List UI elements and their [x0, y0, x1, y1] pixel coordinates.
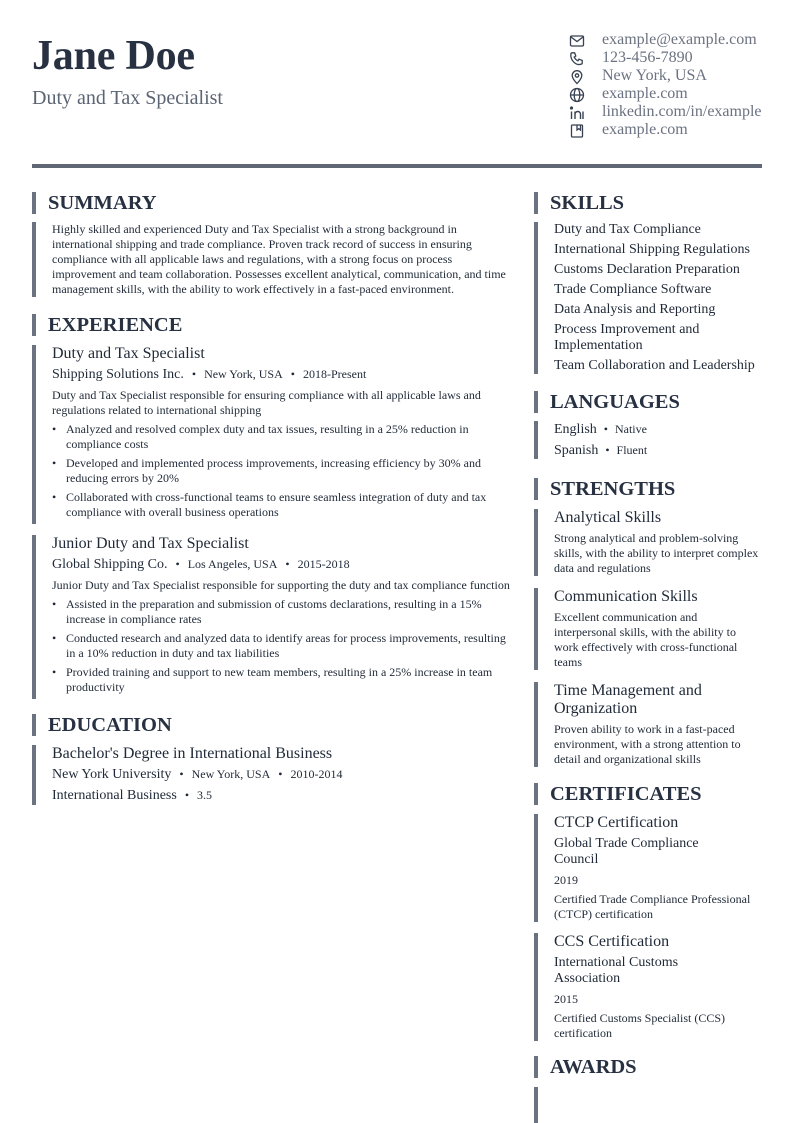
contact-portfolio[interactable] — [569, 121, 794, 139]
job-company: Global Shipping Co. — [52, 557, 168, 572]
summary-block — [32, 222, 516, 297]
list-item: • Provided training and support to new team members, resulting in a 25% increase in team productivity — [52, 665, 516, 695]
language-level: Native — [614, 422, 647, 436]
strength-item — [534, 509, 764, 576]
awards-heading: AWARDS — [534, 1056, 637, 1078]
education-school: New York University — [52, 767, 172, 782]
certificate-title: CTCP Certification — [554, 814, 679, 831]
list-item: • Conducted research and analyzed data to identify areas for process improvements, resulting in a 10% reduction in duty and tax liabilities — [52, 631, 516, 661]
contact-phone[interactable] — [569, 49, 794, 67]
list-item: • Developed and implemented process improvements, increasing efficiency by 30% and reducing errors by 20% — [52, 456, 516, 486]
contact-location — [569, 67, 794, 85]
contact-email[interactable] — [569, 31, 794, 49]
certificate-org: International Customs Association — [554, 955, 679, 986]
strength-item — [534, 682, 764, 767]
education-field-row: International Business • 3.5 — [52, 788, 213, 803]
experience-heading: EXPERIENCE — [32, 314, 182, 336]
certificate-title: CCS Certification — [554, 933, 670, 950]
language-item: Spanish • Fluent — [554, 443, 648, 458]
list-item: • Collaborated with cross-functional teams to ensure seamless integration of duty and tax compliance with overall business operations — [52, 490, 516, 520]
globe-icon — [569, 87, 585, 103]
candidate-name: Jane Doe — [32, 33, 195, 79]
job-meta: Shipping Solutions Inc. • New York, USA • 2018-Present — [52, 367, 367, 382]
job-title: Duty and Tax Specialist — [52, 345, 205, 362]
job-meta: Global Shipping Co. • Los Angeles, USA • 2015-2018 — [52, 557, 350, 572]
education-location: New York, USA — [191, 767, 271, 781]
job-location: Los Angeles, USA — [187, 557, 278, 571]
certificate-item — [534, 814, 764, 922]
summary-heading: SUMMARY — [32, 192, 157, 214]
education-gpa: 3.5 — [197, 788, 213, 802]
bookmark-icon — [569, 123, 585, 139]
education-entry — [32, 745, 516, 805]
contact-phone-text[interactable]: 123-456-7890 — [602, 49, 693, 66]
contact-linkedin-text[interactable]: linkedin.com/in/example — [602, 103, 762, 120]
list-item: Trade Compliance Software — [554, 282, 712, 297]
candidate-title: Duty and Tax Specialist — [32, 87, 223, 109]
certificate-org: Global Trade Compliance Council — [554, 836, 699, 867]
strength-description: Proven ability to work in a fast-paced environment, with a strong attention to detail and organizational skills — [554, 722, 741, 766]
language-name: English — [554, 422, 597, 437]
education-meta: New York University • New York, USA • 2010-2014 — [52, 767, 343, 782]
certificate-year: 2015 — [554, 992, 578, 1006]
language-item: English • Native — [554, 422, 647, 437]
certificate-item — [534, 933, 764, 1041]
contact-location-text: New York, USA — [602, 67, 707, 84]
list-item: • Analyzed and resolved complex duty and tax issues, resulting in a 25% reduction in compliance costs — [52, 422, 516, 452]
job-achievements — [52, 597, 516, 695]
job-description: Duty and Tax Specialist responsible for ensuring compliance with all applicable laws and regulations related to international shipping — [52, 388, 481, 417]
certificates-heading: CERTIFICATES — [534, 783, 702, 805]
phone-icon — [569, 51, 585, 67]
language-name: Spanish — [554, 443, 599, 458]
list-item: Data Analysis and Reporting — [554, 302, 716, 317]
experience-entry — [32, 345, 516, 524]
mail-icon — [569, 33, 585, 49]
language-level: Fluent — [616, 443, 648, 457]
list-item: Team Collaboration and Leadership — [554, 358, 755, 373]
job-achievements — [52, 422, 516, 520]
education-field: International Business — [52, 788, 177, 803]
contact-list — [569, 31, 794, 139]
strength-title: Analytical Skills — [554, 509, 662, 526]
list-item: Process Improvement and Implementation — [554, 322, 700, 353]
contact-linkedin[interactable] — [569, 103, 794, 121]
location-pin-icon — [569, 69, 585, 85]
skills-block — [534, 222, 764, 374]
contact-website[interactable] — [569, 85, 794, 103]
education-heading: EDUCATION — [32, 714, 172, 736]
list-item: Duty and Tax Compliance — [554, 222, 701, 237]
awards-block — [534, 1087, 764, 1123]
job-location: New York, USA — [204, 367, 283, 381]
contact-portfolio-text[interactable]: example.com — [602, 121, 688, 138]
list-item: • Assisted in the preparation and submission of customs declarations, resulting in a 15% increase in compliance rates — [52, 597, 516, 627]
strength-title: Communication Skills — [554, 588, 698, 605]
list-item: Customs Declaration Preparation — [554, 262, 740, 277]
education-degree: Bachelor's Degree in International Business — [52, 745, 333, 762]
contact-email-text[interactable]: example@example.com — [602, 31, 757, 48]
header-divider — [32, 164, 762, 168]
strengths-heading: STRENGTHS — [534, 478, 675, 500]
certificate-description: Certified Customs Specialist (CCS) certification — [554, 1011, 725, 1040]
languages-block — [534, 421, 764, 459]
skills-heading: SKILLS — [534, 192, 624, 214]
experience-entry — [32, 535, 516, 699]
strength-title: Time Management and Organization — [554, 682, 702, 717]
languages-heading: LANGUAGES — [534, 391, 680, 413]
education-dates: 2010-2014 — [290, 767, 343, 781]
list-item: International Shipping Regulations — [554, 242, 750, 257]
certificate-description: Certified Trade Compliance Professional (CTCP) certification — [554, 892, 751, 921]
job-dates: 2018-Present — [302, 367, 367, 381]
linkedin-icon — [569, 105, 585, 121]
strength-description: Excellent communication and interpersonal skills, with the ability to work effectively with cross-functional teams — [554, 610, 738, 669]
job-title: Junior Duty and Tax Specialist — [52, 535, 249, 552]
strength-item — [534, 588, 764, 670]
job-company: Shipping Solutions Inc. — [52, 367, 184, 382]
job-description: Junior Duty and Tax Specialist responsible for supporting the duty and tax compliance function — [52, 578, 510, 592]
certificate-year: 2019 — [554, 873, 578, 887]
strength-description: Strong analytical and problem-solving skills, with the ability to interpret complex data and regulations — [554, 531, 759, 575]
contact-website-text[interactable]: example.com — [602, 85, 688, 102]
job-dates: 2015-2018 — [297, 557, 350, 571]
summary-text: Highly skilled and experienced Duty and Tax Specialist with a strong background in international shipping and trade compliance. Proven track record of success in ensuring compliance with all applicable laws and regulations, with a strong focus on process improvement and team collaboration. Possesses excellent analytical, communication, and time management skills, with the ability to work effectively in a fast-paced environment. — [52, 222, 506, 296]
